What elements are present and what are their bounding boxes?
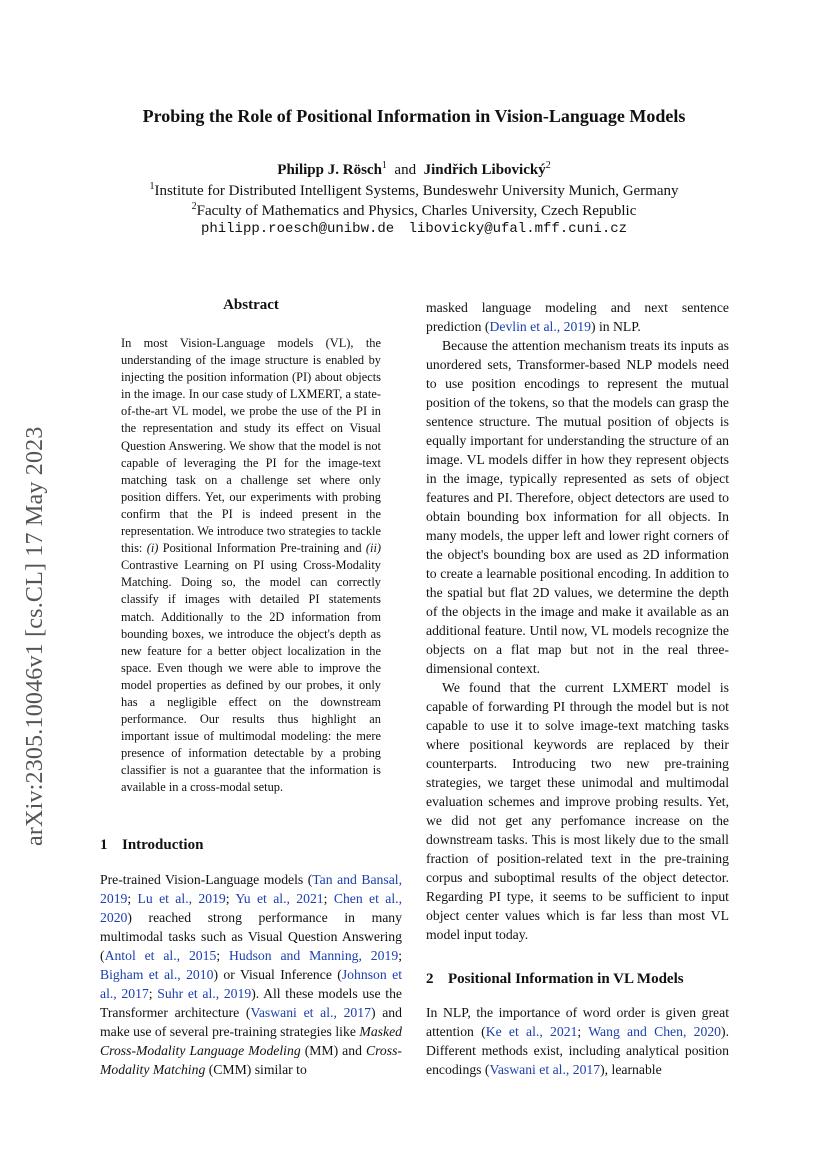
citation-link[interactable]: Tan and Bansal, 2019 (100, 872, 402, 906)
author-1-sup: 1 (381, 160, 387, 171)
paper-title: Probing the Role of Positional Information in Vision-Language Models (142, 106, 686, 126)
citation-link[interactable]: Hudson and Manning, 2019 (229, 948, 399, 963)
author-1: Philipp J. Rösch (277, 162, 382, 178)
citation-link[interactable]: Lu et al., 2019 (137, 891, 226, 906)
citation-link[interactable]: Vaswani et al., 2017 (250, 1005, 371, 1020)
paragraph: Because the attention mechanism treats its inputs as unordered sets, Transformer-based NLP models need to use position encodings to represent the mutual position of the tokens, so that the models can grasp the sentence structure. The mutual position of objects is equally important for understanding the structure of an image. VL models differ in how they represent objects in the image, typically represented as sets of object features and PI. Therefore, object detectors are used to obtain bounding box information for all objects. In many models, the upper left and lower right corners of the object's bounding box are used as 2D information to create a learnable positional encoding. In addition to the spatial but flat 2D values, we determine the depth of the objects in the image and make it available as an additional feature. Until now, VL models recognize the objects on a flat map but not in the real three-dimensional context. (426, 338, 729, 676)
right-column-text: masked language modeling and next sentence prediction (Devlin et al., 2019) in NLP. Because the attention mechanism treats its inputs as unordered sets, Transformer-based NLP models need to use position encodings to represent the mutual position of the tokens, so that the models can grasp the sentence structure. The mutual position of objects is equally important for understanding the structure of an image. VL models differ in how they represent objects in the image, typically represented as sets of object features and PI. Therefore, object detectors are used to obtain bounding box information for all objects. In many models, the upper left and lower right corners of the object's bounding box are used as 2D information to create a learnable positional encoding. In addition to the spatial but flat 2D values, we determine the depth of the objects in the image and make it available as an additional feature. Until now, VL models recognize the objects on a flat map but not in the real three-dimensional context. We found that the current LXMERT model is capable of forwarding PI through the model but is not capable to use it to solve image-text matching tasks where positional keywords are replaced by their counterparts. Introducing two new pre-training strategies, we target these unimodal and multimodal evaluation schemes and improve probing results. Yet, we did not get any perfomance increase on the downstream tasks. This is most likely due to the small fraction of position-related text in the pre-training corpus and suboptimal results of the object detector. Regarding PI type, it seems to be sufficient to input object center values which is far less than most VL model input today. (426, 300, 729, 942)
author-2-sup: 2 (545, 160, 551, 171)
author-emails: philipp.roesch@unibw.de libovicky@ufal.mff.cuni.cz (200, 221, 628, 237)
intro-text: Pre-trained Vision-Language models (Tan and Bansal, 2019; Lu et al., 2019; Yu et al., 2021; Chen et al., 2020) reached strong performance in many multimodal tasks such as Visual Question Answering (Antol et al., 2015; Hudson and Manning, 2019; Bigham et al., 2010) or Visual Inference (Johnson et al., 2017; Suhr et al., 2019). All these models use the Transformer architecture (Vaswani et al., 2017) and make use of several pre-training strategies like Masked Cross-Modality Language Modeling (MM) and Cross-Modality Matching (CMM) similar to (100, 872, 403, 1077)
citation-link[interactable]: Johnson et al., 2017 (100, 967, 402, 1001)
affiliation-2-sup: 2 (191, 201, 197, 212)
arxiv-stamp: arXiv:2305.10046v1 [cs.CL] 17 May 2023 (22, 426, 48, 846)
affiliation-2-text: Faculty of Mathematics and Physics, Charles University, Czech Republic (196, 203, 637, 219)
citation-link[interactable]: Devlin et al., 2019 (489, 319, 591, 334)
citation-link[interactable]: Yu et al., 2021 (235, 891, 324, 906)
abstract-heading: Abstract (223, 297, 279, 313)
citation-link[interactable]: Chen et al., 2020 (100, 891, 403, 925)
author-2: Jindřich Libovický (423, 162, 546, 178)
affiliation-1 (0, 181, 828, 200)
section-2-text: In NLP, the importance of word order is given great attention (Ke et al., 2021; Wang and Chen, 2020). Different methods exist, including analytical position encodings (Vaswani et al., 2017), learnable (426, 1005, 729, 1077)
citation-link[interactable]: Wang and Chen, 2020 (588, 1024, 722, 1039)
paragraph: We found that the current LXMERT model is capable of forwarding PI through the model but is not capable to use it to solve image-text matching tasks where positional keywords are replaced by their counterparts. Introducing two new pre-training strategies, we target these unimodal and multimodal evaluation schemes and improve probing results. Yet, we did not get any perfomance increase on the downstream tasks. This is most likely due to the small fraction of position-related text in the pre-training corpus and suboptimal results of the object detector. Regarding PI type, it seems to be sufficient to input object center values which is far less than most VL model input today. (426, 680, 729, 942)
citation-link[interactable]: Ke et al., 2021 (485, 1024, 578, 1039)
citation-link[interactable]: Vaswani et al., 2017 (489, 1062, 601, 1077)
author-line (0, 160, 828, 179)
section-2-heading: 2 Positional Information in VL Models (426, 971, 684, 987)
citation-link[interactable]: Antol et al., 2015 (104, 948, 217, 963)
affiliation-1-sup: 1 (149, 181, 155, 192)
abstract-text: In most Vision-Language models (VL), the understanding of the image structure is enabled by injecting the position information (PI) about objects in the image. In our case study of LXMERT, a state-of-the-art VL model, we probe the use of the PI in the representation and study its effect on Visual Question Answering. We show that the model is not capable of leveraging the PI for the image-text matching task on a challenge set where only position differs. Yet, our experiments with probing confirm that the PI is indeed present in the representation. We introduce two strategies to tackle this: (i) Positional Information Pre-training and (ii) Contrastive Learning on PI using Cross-Modality Matching. Doing so, the model can correctly classify if images with detailed PI statements match. Additionally to the 2D information from bounding boxes, we introduce the object's depth as new feature for a better object localization in the space. Even though we were able to improve the model properties as defined by our probes, it only has a negligible effect on the downstream performance. Our results thus highlight an important issue of multimodal modeling: the mere presence of information detectable by a probing classifier is not a guarantee that the information is available in a cross-modal setup. (121, 336, 382, 795)
section-1-heading: 1 Introduction (100, 837, 204, 853)
affiliation-2 (0, 201, 828, 220)
citation-link[interactable]: Suhr et al., 2019 (157, 986, 252, 1001)
author-and: and (394, 162, 417, 178)
citation-link[interactable]: Bigham et al., 2010 (100, 967, 214, 982)
affiliation-1-text: Institute for Distributed Intelligent Systems, Bundeswehr University Munich, Germany (154, 183, 679, 199)
